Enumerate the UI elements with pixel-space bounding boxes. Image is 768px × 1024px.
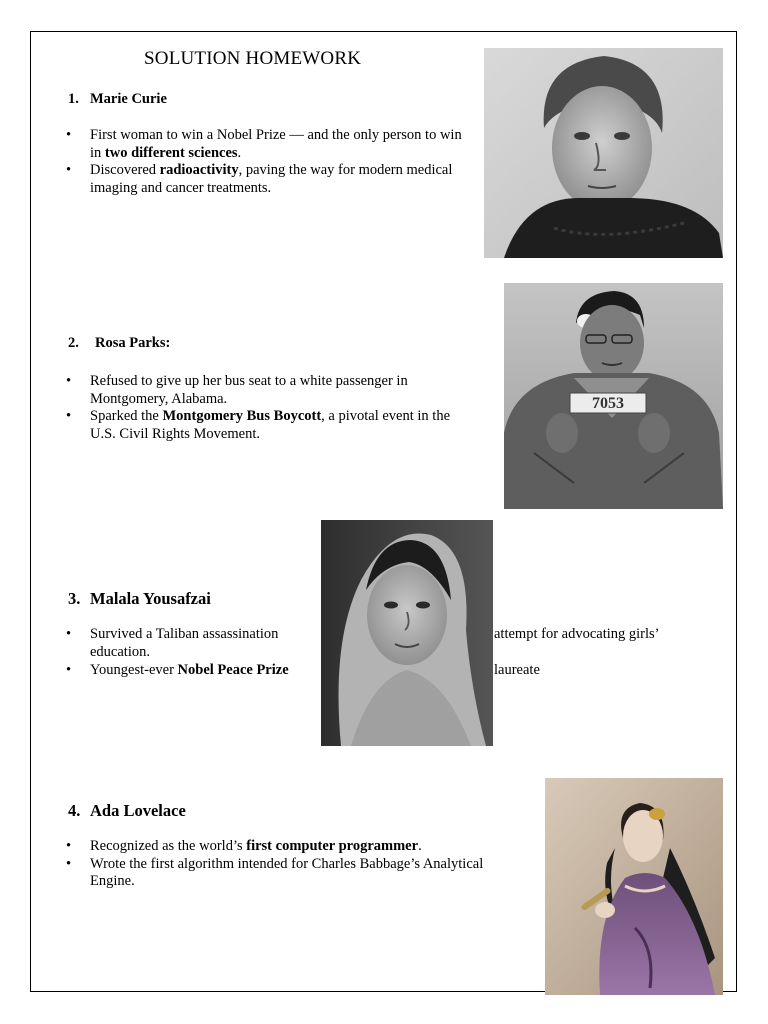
page-title: SOLUTION HOMEWORK bbox=[144, 48, 362, 69]
bullet-text: Youngest-ever bbox=[90, 662, 178, 678]
placard-number: 7053 bbox=[592, 395, 624, 412]
bullet-text: attempt for advocating girls’ bbox=[494, 626, 660, 642]
section-4-name: Ada Lovelace bbox=[90, 801, 186, 820]
section-4-bullets bbox=[66, 838, 506, 891]
bullet-text: First woman to win a Nobel Prize — and the only person to win in bbox=[90, 127, 462, 161]
bullet-glyph: • bbox=[66, 373, 72, 389]
section-1-number: 1. bbox=[68, 91, 79, 107]
bullet-glyph: • bbox=[66, 855, 72, 872]
list-item bbox=[66, 856, 506, 891]
rosa-parks-photo bbox=[504, 283, 723, 509]
list-item bbox=[66, 408, 476, 443]
list-item bbox=[66, 373, 476, 408]
bullet-text bbox=[90, 662, 289, 680]
ada-lovelace-portrait bbox=[545, 778, 723, 995]
bullet-glyph: • bbox=[66, 626, 72, 642]
bullet-text: Discovered bbox=[90, 162, 160, 178]
bullet-bold: Montgomery Bus Boycott bbox=[162, 408, 322, 424]
bullet-text: Recognized as the world’s bbox=[90, 838, 247, 854]
bullet-glyph: • bbox=[66, 408, 72, 424]
bullet-glyph: • bbox=[66, 662, 72, 678]
section-1-heading bbox=[68, 91, 167, 108]
bullet-bold: two different sciences bbox=[104, 144, 238, 161]
section-4-heading bbox=[68, 801, 186, 821]
bullet-bold: first computer programmer bbox=[246, 838, 419, 854]
marie-curie-photo bbox=[484, 48, 723, 258]
bullet-text: . bbox=[418, 838, 422, 854]
list-item bbox=[66, 162, 476, 197]
bullet-glyph: • bbox=[66, 162, 72, 178]
bullet-glyph: • bbox=[66, 838, 72, 854]
section-1-name: Marie Curie bbox=[90, 91, 167, 107]
section-4-number: 4. bbox=[68, 801, 81, 820]
section-2-name: Rosa Parks: bbox=[95, 335, 171, 351]
section-1-bullets bbox=[66, 127, 476, 197]
list-item bbox=[66, 838, 506, 856]
bullet-glyph: • bbox=[66, 127, 72, 143]
section-3-name: Malala Yousafzai bbox=[90, 589, 211, 608]
section-2-bullets bbox=[66, 373, 476, 443]
list-item bbox=[66, 127, 476, 162]
bullet-bold: Nobel Peace Prize bbox=[177, 662, 289, 678]
bullet-text: Refused to give up her bus seat to a white passenger in Montgomery, Alabama. bbox=[90, 373, 408, 407]
section-2-heading bbox=[68, 335, 170, 352]
bullet-text: Sparked the bbox=[90, 408, 163, 424]
bullet-text: , a pivotal event in the U.S. Civil Rights Movement. bbox=[90, 408, 451, 442]
section-3-number: 3. bbox=[68, 589, 81, 608]
section-2-number: 2. bbox=[68, 335, 79, 351]
bullet-text: Survived a Taliban assassination bbox=[90, 626, 279, 642]
bullet-text: , paving the way for modern medical imaging and cancer treatments. bbox=[90, 162, 453, 196]
bullet-bold: radioactivity bbox=[159, 162, 239, 178]
malala-yousafzai-photo bbox=[321, 520, 493, 746]
bullet-text: Wrote the first algorithm intended for Charles Babbage’s Analytical Engine. bbox=[90, 855, 484, 889]
bullet-text: . bbox=[237, 144, 242, 161]
section-3-heading bbox=[68, 589, 211, 609]
bullet-text: laureate bbox=[494, 662, 540, 678]
bullet-text: education. bbox=[90, 644, 150, 660]
